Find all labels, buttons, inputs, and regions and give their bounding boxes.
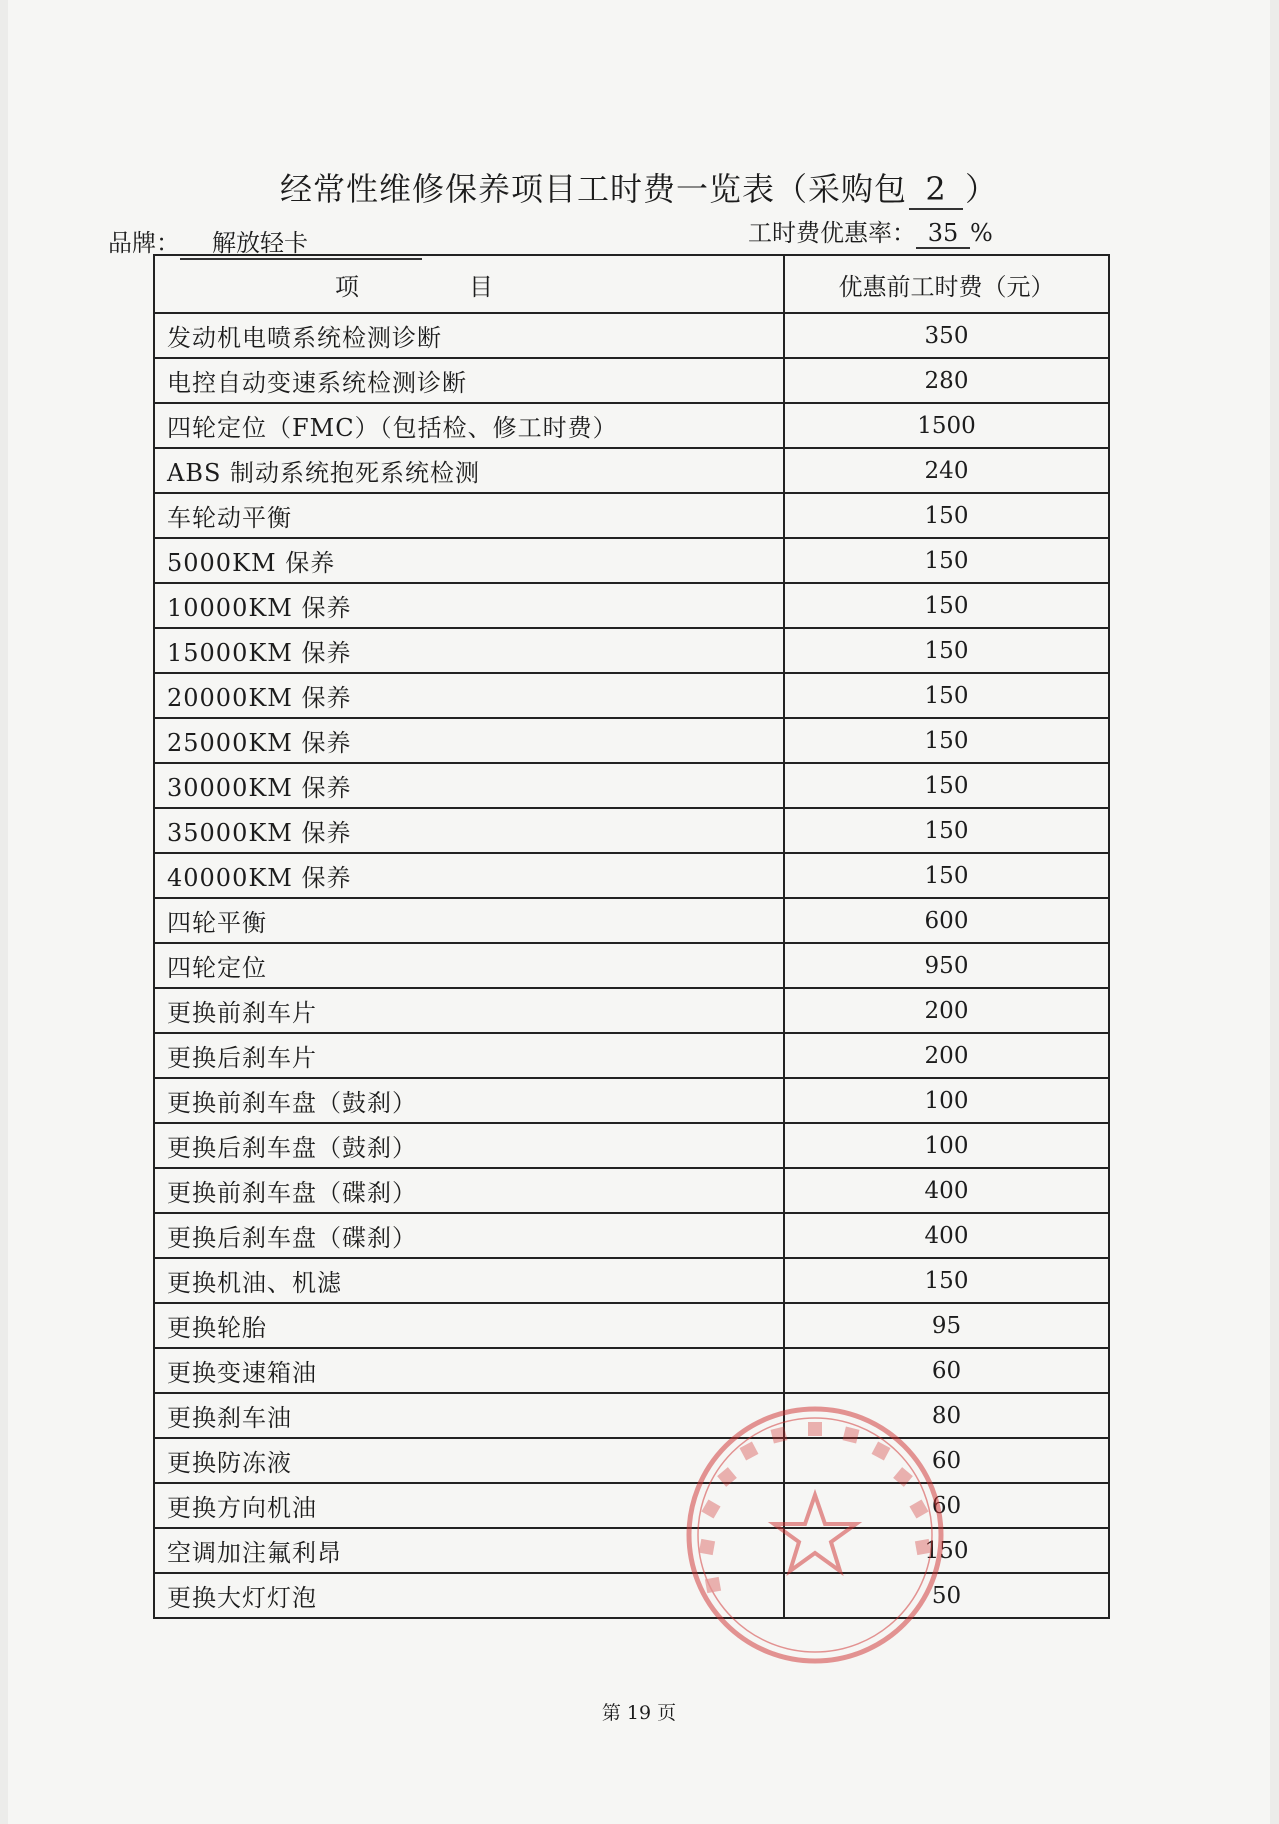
item-name: 35000KM 保养 [154,808,784,853]
package-number: 2 [909,170,963,210]
table-row [154,898,1109,943]
item-fee: 95 [784,1303,1109,1348]
item-name: 更换刹车油 [154,1393,784,1438]
item-fee: 100 [784,1078,1109,1123]
item-fee: 150 [784,763,1109,808]
item-name: 车轮动平衡 [154,493,784,538]
item-fee: 60 [784,1438,1109,1483]
table-row [154,1213,1109,1258]
table-row [154,1573,1109,1618]
item-fee: 150 [784,538,1109,583]
table-header-row [154,255,1109,313]
item-name: 15000KM 保养 [154,628,784,673]
table-row [154,1078,1109,1123]
title-end: ） [965,170,999,208]
item-fee: 200 [784,988,1109,1033]
table-row [154,1348,1109,1393]
item-fee: 150 [784,493,1109,538]
item-name: 四轮平衡 [154,898,784,943]
table-row [154,718,1109,763]
item-name: 更换方向机油 [154,1483,784,1528]
item-name: 10000KM 保养 [154,583,784,628]
item-name: 30000KM 保养 [154,763,784,808]
item-fee: 150 [784,628,1109,673]
table-row [154,943,1109,988]
table-row [154,1258,1109,1303]
item-name: 更换大灯灯泡 [154,1573,784,1618]
item-name: 5000KM 保养 [154,538,784,583]
table-row [154,313,1109,358]
table-row [154,1303,1109,1348]
item-name: 40000KM 保养 [154,853,784,898]
item-fee: 60 [784,1348,1109,1393]
header-item: 项目 [154,255,784,313]
item-fee: 200 [784,1033,1109,1078]
item-name: 更换变速箱油 [154,1348,784,1393]
document-page [8,0,1270,1824]
table-row [154,1123,1109,1168]
item-name: 更换后刹车盘（碟刹） [154,1213,784,1258]
item-fee: 60 [784,1483,1109,1528]
table-row [154,358,1109,403]
item-name: 电控自动变速系统检测诊断 [154,358,784,403]
item-fee: 400 [784,1168,1109,1213]
page-title [8,164,1270,210]
item-fee: 150 [784,718,1109,763]
item-name: 25000KM 保养 [154,718,784,763]
item-name: 20000KM 保养 [154,673,784,718]
table-row [154,628,1109,673]
item-fee: 150 [784,808,1109,853]
rate-label: 工时费优惠率： [748,219,916,247]
item-name: 更换机油、机滤 [154,1258,784,1303]
table-row [154,1528,1109,1573]
table-row [154,1168,1109,1213]
table-row [154,988,1109,1033]
item-fee: 1500 [784,403,1109,448]
item-name: 更换轮胎 [154,1303,784,1348]
table-row [154,1033,1109,1078]
item-name: 四轮定位 [154,943,784,988]
table-row [154,1393,1109,1438]
item-name: 更换后刹车盘（鼓刹） [154,1123,784,1168]
table-row [154,538,1109,583]
fee-table [153,254,1110,1619]
table-row [154,583,1109,628]
item-fee: 150 [784,853,1109,898]
brand-value: 解放轻卡 [180,223,422,260]
page-number: 第 19 页 [601,1702,677,1724]
item-fee: 350 [784,313,1109,358]
table-row [154,1438,1109,1483]
table-row [154,808,1109,853]
title-text: 经常性维修保养项目工时费一览表（采购包 [279,170,907,208]
item-fee: 240 [784,448,1109,493]
table-row [154,493,1109,538]
item-fee: 400 [784,1213,1109,1258]
item-fee: 150 [784,673,1109,718]
rate-unit: % [970,219,993,247]
item-name: 更换后刹车片 [154,1033,784,1078]
table-row [154,853,1109,898]
item-fee: 150 [784,1528,1109,1573]
table-row [154,1483,1109,1528]
item-name: ABS 制动系统抱死系统检测 [154,448,784,493]
item-fee: 80 [784,1393,1109,1438]
discount-rate-row [748,213,993,249]
header-fee: 优惠前工时费（元） [784,255,1109,313]
item-name: 四轮定位（FMC）（包括检、修工时费） [154,403,784,448]
table-row [154,403,1109,448]
item-fee: 100 [784,1123,1109,1168]
item-fee: 50 [784,1573,1109,1618]
brand-label: 品牌： [108,229,180,257]
item-fee: 600 [784,898,1109,943]
item-name: 更换前刹车盘（鼓刹） [154,1078,784,1123]
item-name: 更换前刹车盘（碟刹） [154,1168,784,1213]
item-fee: 150 [784,583,1109,628]
item-name: 更换防冻液 [154,1438,784,1483]
table-body [154,313,1109,1618]
item-name: 发动机电喷系统检测诊断 [154,313,784,358]
item-fee: 150 [784,1258,1109,1303]
table-row [154,763,1109,808]
item-fee: 950 [784,943,1109,988]
rate-value: 35 [916,219,970,249]
item-name: 更换前刹车片 [154,988,784,1033]
table-row [154,673,1109,718]
item-fee: 280 [784,358,1109,403]
item-name: 空调加注氟利昂 [154,1528,784,1573]
table-row [154,448,1109,493]
